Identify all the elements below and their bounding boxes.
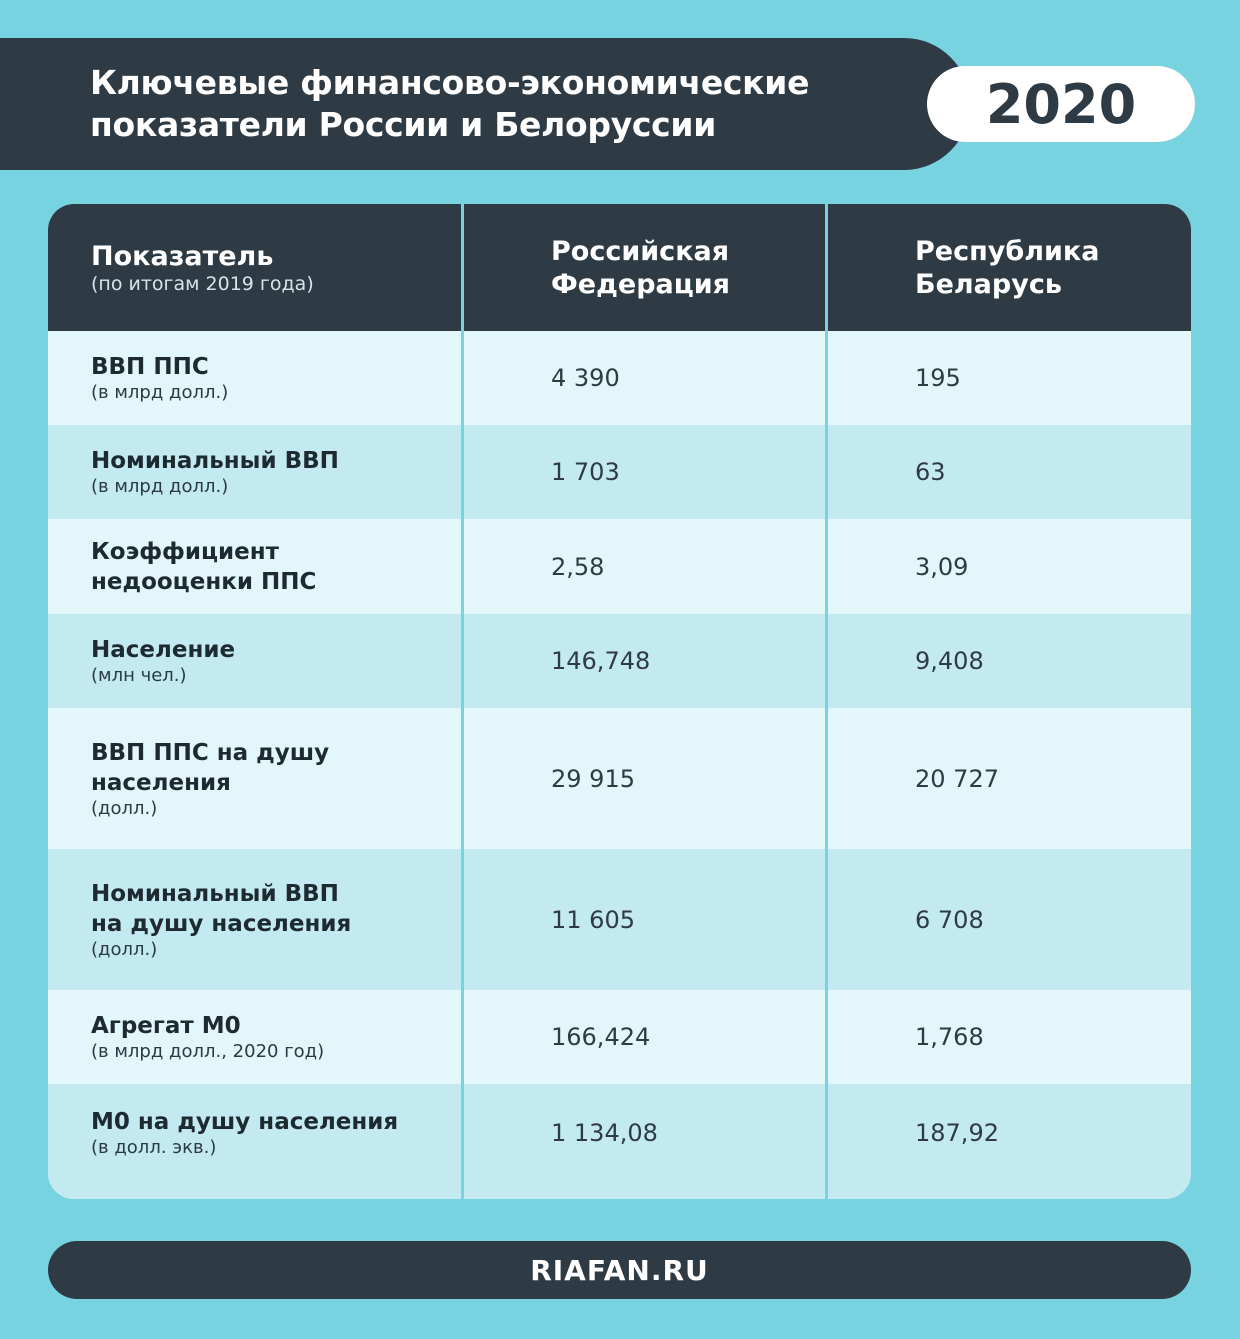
indicators-table — [48, 204, 1191, 1199]
row-label — [91, 614, 451, 708]
header-belarus-line1: Республика — [915, 235, 1100, 267]
belarus-value: 195 — [915, 364, 961, 392]
row-label-line1: Номинальный ВВП — [91, 880, 339, 907]
russia-value: 29 915 — [551, 764, 635, 793]
header-indicator — [91, 204, 451, 331]
belarus-value: 9,408 — [915, 647, 984, 675]
row-label-line2: на душу населения — [91, 910, 352, 937]
row-label-line1: ВВП ППС на душу — [91, 739, 330, 766]
russia-value: 11 605 — [551, 905, 635, 934]
row-label-line2: недооценки ППС — [91, 568, 317, 595]
row-label-sub: (млн чел.) — [91, 665, 187, 686]
row-label — [91, 519, 451, 614]
row-label-line1: ВВП ППС — [91, 354, 209, 380]
header-russia — [551, 204, 871, 331]
year-badge: 2020 — [927, 66, 1195, 142]
table-row — [48, 425, 1191, 519]
row-label-line1: Коэффициент — [91, 538, 279, 565]
russia-value: 166,424 — [551, 1023, 651, 1051]
table-row — [48, 849, 1191, 990]
row-label-sub: (в млрд долл., 2020 год) — [91, 1041, 325, 1062]
russia-value: 1 703 — [551, 458, 620, 486]
row-label-line1: М0 на душу населения — [91, 1109, 399, 1135]
russia-value: 2,58 — [551, 552, 605, 581]
row-label-sub: (в долл. экв.) — [91, 1137, 217, 1158]
title-banner — [0, 38, 970, 170]
belarus-value: 3,09 — [915, 552, 969, 581]
header-indicator-label: Показатель — [91, 241, 274, 272]
table-row — [48, 708, 1191, 849]
belarus-value: 63 — [915, 458, 946, 486]
row-label — [91, 708, 451, 849]
row-label — [91, 425, 451, 519]
row-label-sub: (в млрд долл.) — [91, 382, 229, 403]
belarus-value: 1,768 — [915, 1023, 984, 1051]
table-row — [48, 990, 1191, 1084]
page-title — [90, 62, 930, 146]
row-label — [91, 990, 451, 1084]
row-label-line1: Население — [91, 637, 236, 663]
russia-value: 146,748 — [551, 647, 651, 675]
row-label — [91, 849, 451, 990]
row-label-sub: (в млрд долл.) — [91, 476, 229, 497]
row-label-sub: (долл.) — [91, 938, 158, 960]
belarus-value: 187,92 — [915, 1119, 999, 1147]
row-label-line2: населения — [91, 769, 231, 796]
russia-value: 1 134,08 — [551, 1119, 658, 1147]
row-label-line1: Агрегат М0 — [91, 1013, 241, 1039]
header-indicator-sub: (по итогам 2019 года) — [91, 273, 314, 295]
header-belarus-line2: Беларусь — [915, 268, 1062, 300]
belarus-value: 6 708 — [915, 905, 984, 934]
table-row — [48, 331, 1191, 425]
row-label-line1: Номинальный ВВП — [91, 448, 339, 474]
header-belarus — [915, 204, 1185, 331]
row-label-sub: (долл.) — [91, 797, 158, 819]
russia-value: 4 390 — [551, 364, 620, 392]
column-divider — [461, 204, 464, 1199]
row-label — [91, 1084, 451, 1182]
header-russia-line1: Российская — [551, 235, 730, 267]
title-line-2: показатели России и Белоруссии — [90, 105, 717, 144]
header-russia-line2: Федерация — [551, 268, 731, 300]
table-header — [48, 204, 1191, 331]
table-row — [48, 1084, 1191, 1199]
table-row — [48, 614, 1191, 708]
row-label — [91, 331, 451, 425]
table-row — [48, 519, 1191, 614]
column-divider — [825, 204, 828, 1199]
belarus-value: 20 727 — [915, 764, 999, 793]
source-footer: RIAFAN.RU — [48, 1241, 1191, 1299]
title-line-1: Ключевые финансово-экономические — [90, 63, 810, 102]
